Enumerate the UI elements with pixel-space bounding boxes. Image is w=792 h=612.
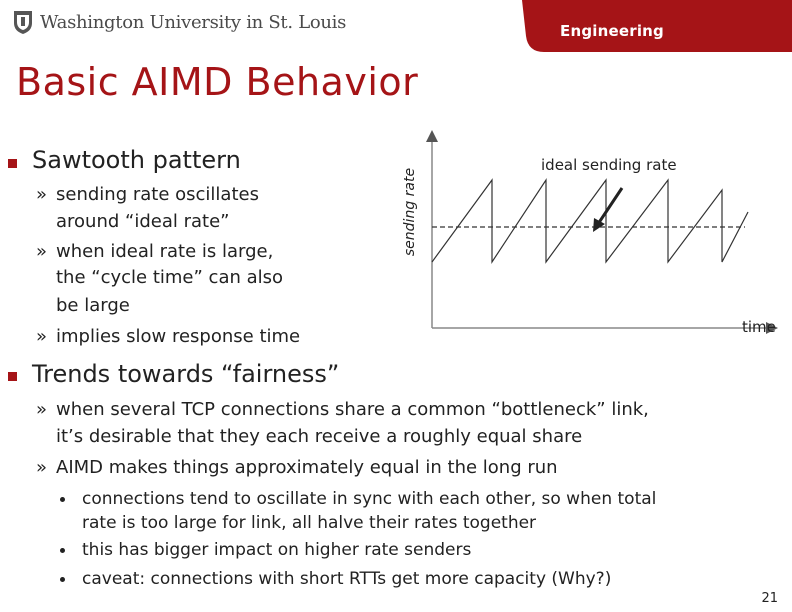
sub-sub-bullet-line: connections tend to oscillate in sync with each other, so when total <box>82 489 657 509</box>
ideal-rate-annotation: ideal sending rate <box>541 156 677 174</box>
bullet-dot <box>60 548 65 553</box>
sub-bullet-marker: » <box>36 241 48 262</box>
bullet-dot <box>60 577 65 582</box>
sub-sub-bullet-line: caveat: connections with short RTTs get more capacity (Why?) <box>82 569 612 589</box>
bullet-marker <box>8 159 17 168</box>
sub-bullet-line: when ideal rate is large, <box>56 241 274 262</box>
sub-sub-bullet-line: this has bigger impact on higher rate senders <box>82 540 472 560</box>
bullet-sawtooth: Sawtooth pattern <box>32 146 241 174</box>
school-name: Engineering <box>560 22 664 40</box>
sub-bullet-marker: » <box>36 399 48 420</box>
sending-rate-sawtooth <box>432 180 748 262</box>
sub-bullet-line: it’s desirable that they each receive a roughly equal share <box>56 426 583 447</box>
sub-bullet-marker: » <box>36 457 48 478</box>
sub-sub-bullet-line: rate is too large for link, all halve their rates together <box>82 513 537 533</box>
bullet-marker <box>8 372 17 381</box>
page-number: 21 <box>761 591 778 606</box>
sub-bullet-line: be large <box>56 295 130 316</box>
bullet-dot <box>60 497 65 502</box>
sub-bullet-line: when several TCP connections share a common “bottleneck” link, <box>56 399 649 420</box>
university-seal-icon <box>12 9 34 35</box>
sub-bullet-line: sending rate oscillates <box>56 184 259 205</box>
sub-bullet-marker: » <box>36 326 48 347</box>
x-axis-label: time <box>742 318 776 336</box>
university-name: Washington University in St. Louis <box>40 11 347 33</box>
slide-title: Basic AIMD Behavior <box>16 60 419 104</box>
university-logo <box>12 8 346 36</box>
sub-bullet-line: around “ideal rate” <box>56 211 230 232</box>
sub-bullet-marker: » <box>36 184 48 205</box>
y-axis-label-container <box>395 142 425 282</box>
bullet-fairness: Trends towards “fairness” <box>32 360 340 388</box>
sub-bullet-line: implies slow response time <box>56 326 301 347</box>
sub-bullet-line: the “cycle time” can also <box>56 267 284 288</box>
y-axis-label: sending rate <box>402 167 418 257</box>
slide-header <box>0 0 792 50</box>
annotation-arrow <box>598 188 622 224</box>
sub-bullet-line: AIMD makes things approximately equal in the long run <box>56 457 558 478</box>
